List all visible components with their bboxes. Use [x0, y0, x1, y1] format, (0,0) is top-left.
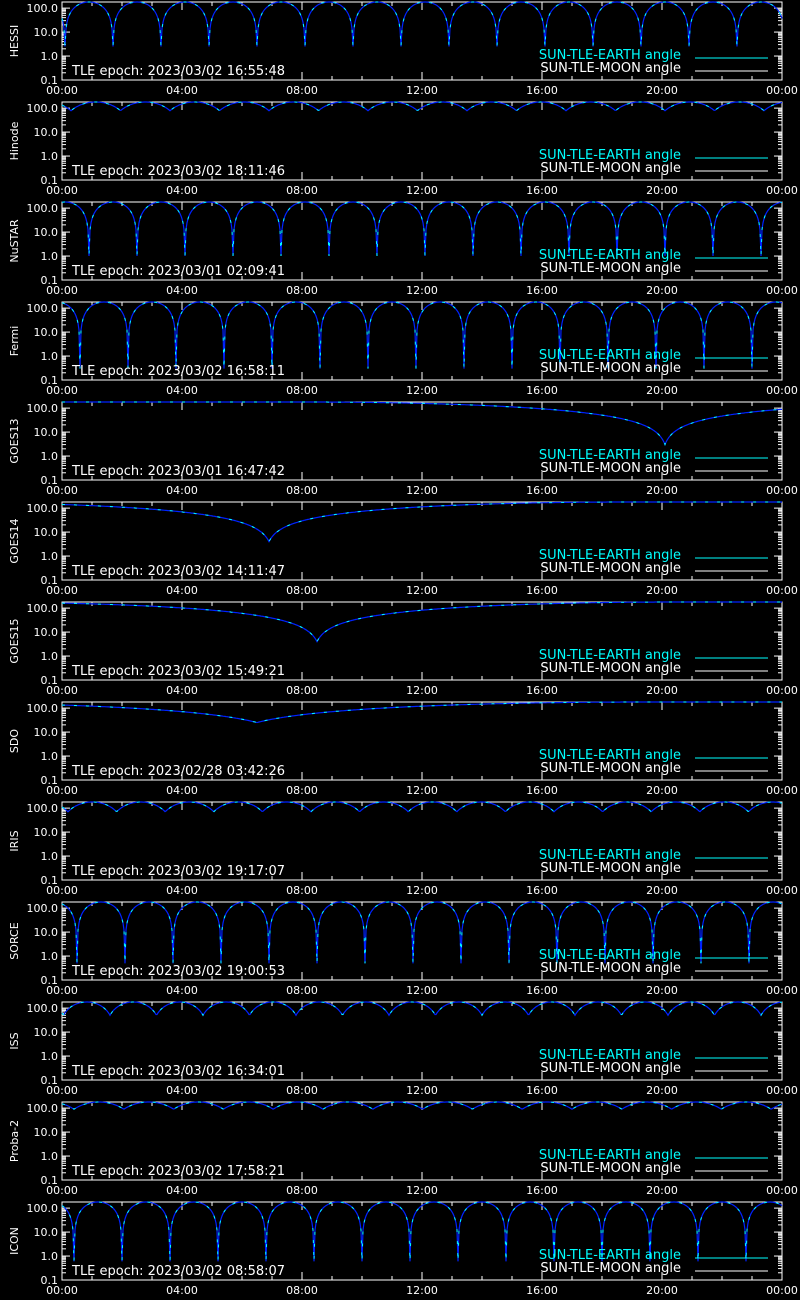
y-tick-label: 0.1 — [40, 574, 58, 587]
tle-epoch-label: TLE epoch: 2023/03/02 18:11:46 — [72, 164, 286, 179]
legend-moon-angle: SUN-TLE-MOON angle — [540, 461, 681, 476]
legend-earth-angle: SUN-TLE-EARTH angle — [538, 348, 681, 363]
panel-label: Proba-2 — [8, 1119, 21, 1163]
y-tick-label: 0.1 — [40, 474, 58, 487]
y-tick-label: 10.0 — [33, 226, 58, 240]
panel-label: ISS — [8, 1032, 21, 1050]
tle-epoch-label: TLE epoch: 2023/02/28 03:42:26 — [72, 764, 286, 779]
legend-moon-angle: SUN-TLE-MOON angle — [540, 61, 681, 76]
legend-earth-angle: SUN-TLE-EARTH angle — [538, 748, 681, 763]
chart-panel-goes15 — [8, 602, 798, 697]
legend-moon-angle: SUN-TLE-MOON angle — [540, 761, 681, 776]
panel-label: GOES13 — [8, 418, 21, 464]
x-tick-label: 16:00 — [526, 1184, 558, 1197]
x-tick-label: 16:00 — [526, 84, 558, 97]
x-tick-label: 00:00 — [766, 784, 798, 797]
panel-label: IRIS — [8, 830, 21, 852]
x-tick-label: 00:00 — [46, 784, 78, 797]
x-tick-label: 00:00 — [46, 184, 78, 197]
x-tick-label: 04:00 — [166, 584, 198, 597]
y-tick-label: 10.0 — [33, 526, 58, 540]
tle-epoch-label: TLE epoch: 2023/03/01 16:47:42 — [72, 464, 286, 479]
x-tick-label: 20:00 — [646, 1284, 678, 1297]
x-tick-label: 08:00 — [286, 184, 318, 197]
x-tick-label: 04:00 — [166, 284, 198, 297]
x-tick-label: 00:00 — [46, 284, 78, 297]
y-tick-label: 1.0 — [40, 650, 58, 664]
y-tick-label: 10.0 — [33, 1126, 58, 1140]
x-tick-label: 12:00 — [406, 984, 438, 997]
x-tick-label: 00:00 — [46, 584, 78, 597]
x-tick-label: 08:00 — [286, 984, 318, 997]
y-tick-label: 10.0 — [33, 126, 58, 140]
y-tick-label: 0.1 — [40, 774, 58, 787]
y-tick-label: 1.0 — [40, 950, 58, 964]
x-tick-label: 00:00 — [766, 384, 798, 397]
y-tick-label: 1.0 — [40, 850, 58, 864]
y-tick-label: 1.0 — [40, 50, 58, 64]
y-tick-label: 100.0 — [26, 502, 58, 516]
panel-label: GOES15 — [8, 618, 21, 664]
tle-epoch-label: TLE epoch: 2023/03/02 16:55:48 — [72, 64, 286, 79]
x-tick-label: 20:00 — [646, 584, 678, 597]
y-tick-label: 10.0 — [33, 826, 58, 840]
panel-label: GOES14 — [8, 518, 21, 564]
y-tick-label: 100.0 — [26, 802, 58, 816]
legend-moon-angle: SUN-TLE-MOON angle — [540, 361, 681, 376]
y-tick-label: 1.0 — [40, 450, 58, 464]
x-tick-label: 04:00 — [166, 84, 198, 97]
x-tick-label: 20:00 — [646, 84, 678, 97]
x-tick-label: 08:00 — [286, 1284, 318, 1297]
y-tick-label: 0.1 — [40, 274, 58, 287]
legend-earth-angle: SUN-TLE-EARTH angle — [538, 1048, 681, 1063]
x-tick-label: 16:00 — [526, 884, 558, 897]
y-tick-label: 1.0 — [40, 250, 58, 264]
panel-label: Fermi — [8, 325, 21, 357]
legend-earth-angle: SUN-TLE-EARTH angle — [538, 1148, 681, 1163]
x-tick-label: 00:00 — [46, 484, 78, 497]
x-tick-label: 00:00 — [766, 1084, 798, 1097]
legend-moon-angle: SUN-TLE-MOON angle — [540, 261, 681, 276]
x-tick-label: 16:00 — [526, 1084, 558, 1097]
y-tick-label: 1.0 — [40, 150, 58, 164]
x-tick-label: 00:00 — [766, 884, 798, 897]
x-tick-label: 04:00 — [166, 484, 198, 497]
x-tick-label: 08:00 — [286, 784, 318, 797]
x-tick-label: 20:00 — [646, 284, 678, 297]
x-tick-label: 20:00 — [646, 184, 678, 197]
y-tick-label: 100.0 — [26, 202, 58, 216]
x-tick-label: 00:00 — [766, 484, 798, 497]
x-tick-label: 16:00 — [526, 284, 558, 297]
x-tick-label: 04:00 — [166, 684, 198, 697]
x-tick-label: 12:00 — [406, 84, 438, 97]
x-tick-label: 00:00 — [766, 184, 798, 197]
x-tick-label: 04:00 — [166, 984, 198, 997]
x-tick-label: 04:00 — [166, 784, 198, 797]
x-tick-label: 00:00 — [46, 384, 78, 397]
y-tick-label: 100.0 — [26, 302, 58, 316]
x-tick-label: 20:00 — [646, 484, 678, 497]
legend-moon-angle: SUN-TLE-MOON angle — [540, 161, 681, 176]
x-tick-label: 04:00 — [166, 184, 198, 197]
legend-earth-angle: SUN-TLE-EARTH angle — [538, 248, 681, 263]
legend-earth-angle: SUN-TLE-EARTH angle — [538, 848, 681, 863]
y-tick-label: 0.1 — [40, 974, 58, 987]
x-tick-label: 12:00 — [406, 584, 438, 597]
y-tick-label: 100.0 — [26, 1202, 58, 1216]
x-tick-label: 20:00 — [646, 1184, 678, 1197]
y-tick-label: 1.0 — [40, 1050, 58, 1064]
y-tick-label: 1.0 — [40, 350, 58, 364]
x-tick-label: 00:00 — [46, 684, 78, 697]
x-tick-label: 16:00 — [526, 384, 558, 397]
chart-panel-sdo — [8, 702, 798, 797]
y-tick-label: 100.0 — [26, 702, 58, 716]
x-tick-label: 04:00 — [166, 1084, 198, 1097]
chart-panel-hessi — [8, 2, 798, 97]
x-tick-label: 04:00 — [166, 384, 198, 397]
y-tick-label: 0.1 — [40, 1274, 58, 1287]
x-tick-label: 08:00 — [286, 1084, 318, 1097]
x-tick-label: 12:00 — [406, 384, 438, 397]
chart-panel-proba-2 — [8, 1102, 798, 1197]
legend-moon-angle: SUN-TLE-MOON angle — [540, 861, 681, 876]
tle-epoch-label: TLE epoch: 2023/03/01 02:09:41 — [72, 264, 286, 279]
legend-moon-angle: SUN-TLE-MOON angle — [540, 561, 681, 576]
legend-earth-angle: SUN-TLE-EARTH angle — [538, 48, 681, 63]
y-tick-label: 100.0 — [26, 402, 58, 416]
legend-moon-angle: SUN-TLE-MOON angle — [540, 1261, 681, 1276]
y-tick-label: 10.0 — [33, 426, 58, 440]
y-tick-label: 0.1 — [40, 74, 58, 87]
chart-panel-fermi — [8, 302, 798, 397]
legend-earth-angle: SUN-TLE-EARTH angle — [538, 548, 681, 563]
x-tick-label: 12:00 — [406, 284, 438, 297]
x-tick-label: 08:00 — [286, 684, 318, 697]
y-tick-label: 0.1 — [40, 1074, 58, 1087]
y-tick-label: 10.0 — [33, 26, 58, 40]
x-tick-label: 00:00 — [46, 1084, 78, 1097]
x-tick-label: 12:00 — [406, 1084, 438, 1097]
x-tick-label: 00:00 — [46, 984, 78, 997]
y-tick-label: 1.0 — [40, 550, 58, 564]
x-tick-label: 16:00 — [526, 484, 558, 497]
panel-label: SDO — [8, 728, 21, 754]
x-tick-label: 00:00 — [46, 1184, 78, 1197]
y-tick-label: 1.0 — [40, 1150, 58, 1164]
y-tick-label: 10.0 — [33, 726, 58, 740]
x-tick-label: 12:00 — [406, 784, 438, 797]
y-tick-label: 1.0 — [40, 750, 58, 764]
x-tick-label: 00:00 — [766, 1184, 798, 1197]
chart-panel-goes14 — [8, 502, 798, 597]
x-tick-label: 16:00 — [526, 784, 558, 797]
y-tick-label: 0.1 — [40, 174, 58, 187]
chart-panel-iss — [8, 1002, 798, 1097]
legend-earth-angle: SUN-TLE-EARTH angle — [538, 1248, 681, 1263]
y-tick-label: 0.1 — [40, 374, 58, 387]
x-tick-label: 00:00 — [46, 84, 78, 97]
y-tick-label: 100.0 — [26, 102, 58, 116]
legend-earth-angle: SUN-TLE-EARTH angle — [538, 948, 681, 963]
x-tick-label: 12:00 — [406, 884, 438, 897]
tle-epoch-label: TLE epoch: 2023/03/02 15:49:21 — [72, 664, 286, 679]
y-tick-label: 0.1 — [40, 874, 58, 887]
x-tick-label: 00:00 — [766, 1284, 798, 1297]
x-tick-label: 16:00 — [526, 984, 558, 997]
x-tick-label: 12:00 — [406, 1284, 438, 1297]
x-tick-label: 04:00 — [166, 884, 198, 897]
y-tick-label: 100.0 — [26, 1102, 58, 1116]
tle-epoch-label: TLE epoch: 2023/03/02 16:58:11 — [72, 364, 286, 379]
legend-earth-angle: SUN-TLE-EARTH angle — [538, 148, 681, 163]
y-tick-label: 0.1 — [40, 674, 58, 687]
legend-earth-angle: SUN-TLE-EARTH angle — [538, 448, 681, 463]
x-tick-label: 20:00 — [646, 684, 678, 697]
tle-epoch-label: TLE epoch: 2023/03/02 08:58:07 — [72, 1264, 286, 1279]
x-tick-label: 00:00 — [766, 684, 798, 697]
chart-panel-sorce — [8, 902, 798, 997]
x-tick-label: 08:00 — [286, 584, 318, 597]
x-tick-label: 20:00 — [646, 1084, 678, 1097]
x-tick-label: 20:00 — [646, 884, 678, 897]
x-tick-label: 04:00 — [166, 1284, 198, 1297]
panel-label: SORCE — [8, 922, 21, 960]
legend-moon-angle: SUN-TLE-MOON angle — [540, 961, 681, 976]
x-tick-label: 08:00 — [286, 84, 318, 97]
x-tick-label: 16:00 — [526, 684, 558, 697]
y-tick-label: 10.0 — [33, 1226, 58, 1240]
y-tick-label: 10.0 — [33, 326, 58, 340]
y-tick-label: 100.0 — [26, 602, 58, 616]
y-tick-label: 10.0 — [33, 1026, 58, 1040]
legend-moon-angle: SUN-TLE-MOON angle — [540, 1061, 681, 1076]
y-tick-label: 100.0 — [26, 902, 58, 916]
chart-panel-icon — [8, 1202, 798, 1297]
x-tick-label: 16:00 — [526, 584, 558, 597]
y-tick-label: 100.0 — [26, 2, 58, 16]
legend-moon-angle: SUN-TLE-MOON angle — [540, 1161, 681, 1176]
chart-panel-nustar — [8, 202, 798, 297]
y-tick-label: 1.0 — [40, 1250, 58, 1264]
y-tick-label: 10.0 — [33, 626, 58, 640]
tle-epoch-label: TLE epoch: 2023/03/02 16:34:01 — [72, 1064, 286, 1079]
x-tick-label: 12:00 — [406, 184, 438, 197]
x-tick-label: 12:00 — [406, 484, 438, 497]
x-tick-label: 00:00 — [766, 584, 798, 597]
chart-panel-iris — [8, 802, 798, 897]
tle-epoch-label: TLE epoch: 2023/03/02 14:11:47 — [72, 564, 286, 579]
x-tick-label: 08:00 — [286, 484, 318, 497]
legend-earth-angle: SUN-TLE-EARTH angle — [538, 648, 681, 663]
x-tick-label: 00:00 — [766, 84, 798, 97]
x-tick-label: 20:00 — [646, 384, 678, 397]
y-tick-label: 100.0 — [26, 1002, 58, 1016]
tle-epoch-label: TLE epoch: 2023/03/02 19:17:07 — [72, 864, 286, 879]
tle-epoch-label: TLE epoch: 2023/03/02 17:58:21 — [72, 1164, 286, 1179]
x-tick-label: 08:00 — [286, 284, 318, 297]
chart-panel-goes13 — [8, 402, 798, 497]
x-tick-label: 20:00 — [646, 984, 678, 997]
panel-label: HESSI — [8, 24, 21, 58]
x-tick-label: 08:00 — [286, 1184, 318, 1197]
panel-label: Hinode — [8, 121, 21, 161]
y-tick-label: 0.1 — [40, 1174, 58, 1187]
x-tick-label: 16:00 — [526, 184, 558, 197]
x-tick-label: 00:00 — [46, 1284, 78, 1297]
x-tick-label: 04:00 — [166, 1184, 198, 1197]
legend-moon-angle: SUN-TLE-MOON angle — [540, 661, 681, 676]
x-tick-label: 00:00 — [766, 984, 798, 997]
panel-label: ICON — [8, 1227, 21, 1255]
chart-panel-hinode — [8, 102, 798, 197]
panel-label: NuSTAR — [8, 219, 21, 263]
x-tick-label: 00:00 — [766, 284, 798, 297]
x-tick-label: 08:00 — [286, 384, 318, 397]
x-tick-label: 16:00 — [526, 1284, 558, 1297]
x-tick-label: 08:00 — [286, 884, 318, 897]
y-tick-label: 10.0 — [33, 926, 58, 940]
x-tick-label: 20:00 — [646, 784, 678, 797]
x-tick-label: 00:00 — [46, 884, 78, 897]
x-tick-label: 12:00 — [406, 1184, 438, 1197]
x-tick-label: 12:00 — [406, 684, 438, 697]
tle-epoch-label: TLE epoch: 2023/03/02 19:00:53 — [72, 964, 286, 979]
